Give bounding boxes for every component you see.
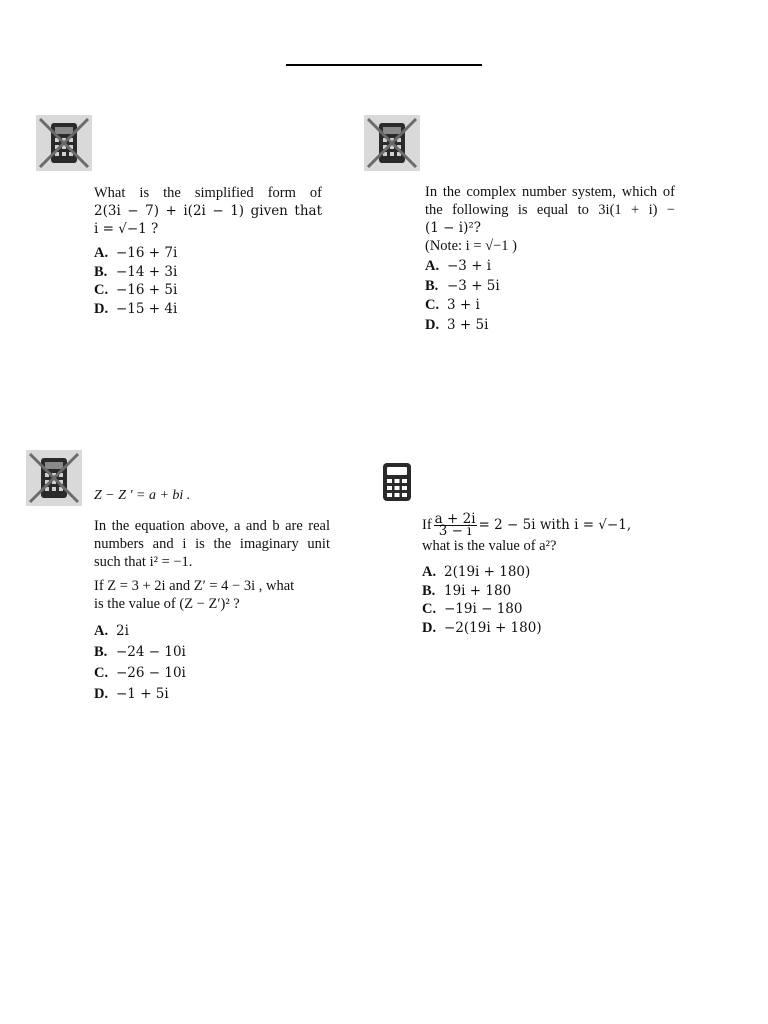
option-text: 3 + i [447, 297, 480, 313]
option-letter: D. [425, 316, 440, 333]
option-text: 3 + 5i [447, 316, 489, 333]
answer-option[interactable] [422, 563, 652, 582]
answer-option[interactable] [94, 663, 330, 684]
answer-option[interactable] [94, 684, 330, 705]
answer-options [425, 257, 675, 335]
question-4 [422, 511, 652, 637]
equation: Z − Z ' = a + bi . [94, 488, 191, 503]
option-text: −26 − 10i [116, 665, 186, 681]
fraction-denominator: 3 − i [438, 523, 472, 539]
question-stem-line: the following is equal to 3i(1 + i) − [425, 202, 675, 218]
option-letter: A. [94, 623, 109, 639]
answer-option[interactable] [94, 300, 322, 319]
option-letter: A. [94, 245, 109, 261]
question-stem-line: what is the value of a²? [422, 538, 557, 554]
option-letter: B. [422, 582, 436, 599]
question-stem-line: numbers and i is the imaginary unit [94, 536, 330, 552]
question-3 [94, 487, 330, 705]
answer-options [94, 244, 322, 318]
option-text: −24 − 10i [116, 644, 186, 660]
option-text: −1 + 5i [116, 686, 169, 702]
question-stem-line: If Z = 3 + 2i and Z′ = 4 − 3i , what [94, 578, 295, 594]
fraction-numerator: a + 2i [434, 511, 476, 527]
answer-option[interactable] [425, 277, 675, 297]
answer-option[interactable] [425, 296, 675, 316]
fraction [434, 511, 477, 539]
option-text: 19i + 180 [444, 582, 512, 599]
question-stem-line: In the equation above, a and b are real [94, 518, 330, 534]
question-stem-line: is the value of (Z − Z′)² ? [94, 596, 240, 612]
answer-option[interactable] [422, 619, 652, 638]
stem-suffix: = 2 − 5i with i = √−1, [478, 516, 632, 533]
option-text: −15 + 4i [116, 300, 178, 317]
option-text: −19i − 180 [444, 601, 523, 617]
answer-option[interactable] [422, 600, 652, 619]
option-text: −14 + 3i [116, 263, 178, 280]
option-letter: B. [425, 277, 439, 294]
option-text: −3 + i [447, 258, 492, 274]
answer-option[interactable] [94, 281, 322, 300]
question-1 [94, 184, 322, 318]
option-letter: B. [94, 644, 108, 660]
question-2 [425, 183, 675, 335]
option-letter: A. [422, 564, 437, 580]
option-letter: A. [425, 258, 440, 274]
option-letter: D. [94, 300, 109, 317]
question-stem-line: What is the simplified form of [94, 185, 322, 201]
option-letter: C. [94, 665, 109, 681]
no-calculator-icon [36, 115, 92, 171]
answer-option[interactable] [425, 316, 675, 336]
question-stem-line: i = √−1 ? [94, 221, 159, 237]
option-letter: D. [422, 619, 437, 636]
calculator-icon [382, 462, 414, 502]
title-underline [286, 64, 482, 66]
question-stem-line: (1 − i)²? [425, 220, 481, 236]
answer-option[interactable] [425, 257, 675, 277]
option-letter: C. [94, 282, 109, 298]
question-stem-line: such that i² = −1. [94, 554, 193, 570]
option-text: 2(19i + 180) [444, 564, 531, 580]
stem-prefix: If [422, 516, 432, 533]
option-letter: B. [94, 263, 108, 280]
answer-option[interactable] [94, 642, 330, 663]
question-stem-line: 2(3i − 7) + i(2i − 1) given that [94, 203, 322, 219]
answer-options [94, 621, 330, 705]
option-letter: D. [94, 686, 109, 702]
option-text: −16 + 5i [116, 282, 178, 298]
option-letter: C. [425, 297, 440, 313]
option-letter: C. [422, 601, 437, 617]
answer-option[interactable] [422, 582, 652, 601]
answer-option[interactable] [94, 621, 330, 642]
answer-option[interactable] [94, 244, 322, 263]
option-text: −16 + 7i [116, 245, 178, 261]
option-text: 2i [116, 623, 129, 639]
question-stem-line [422, 511, 652, 539]
no-calculator-icon [26, 450, 82, 506]
answer-option[interactable] [94, 263, 322, 282]
question-stem-line: In the complex number system, which of [425, 184, 675, 200]
option-text: −3 + 5i [447, 277, 500, 294]
no-calculator-icon [364, 115, 420, 171]
question-note: (Note: i = √−1 ) [425, 238, 517, 254]
option-text: −2(19i + 180) [444, 619, 542, 636]
answer-options [422, 563, 652, 637]
